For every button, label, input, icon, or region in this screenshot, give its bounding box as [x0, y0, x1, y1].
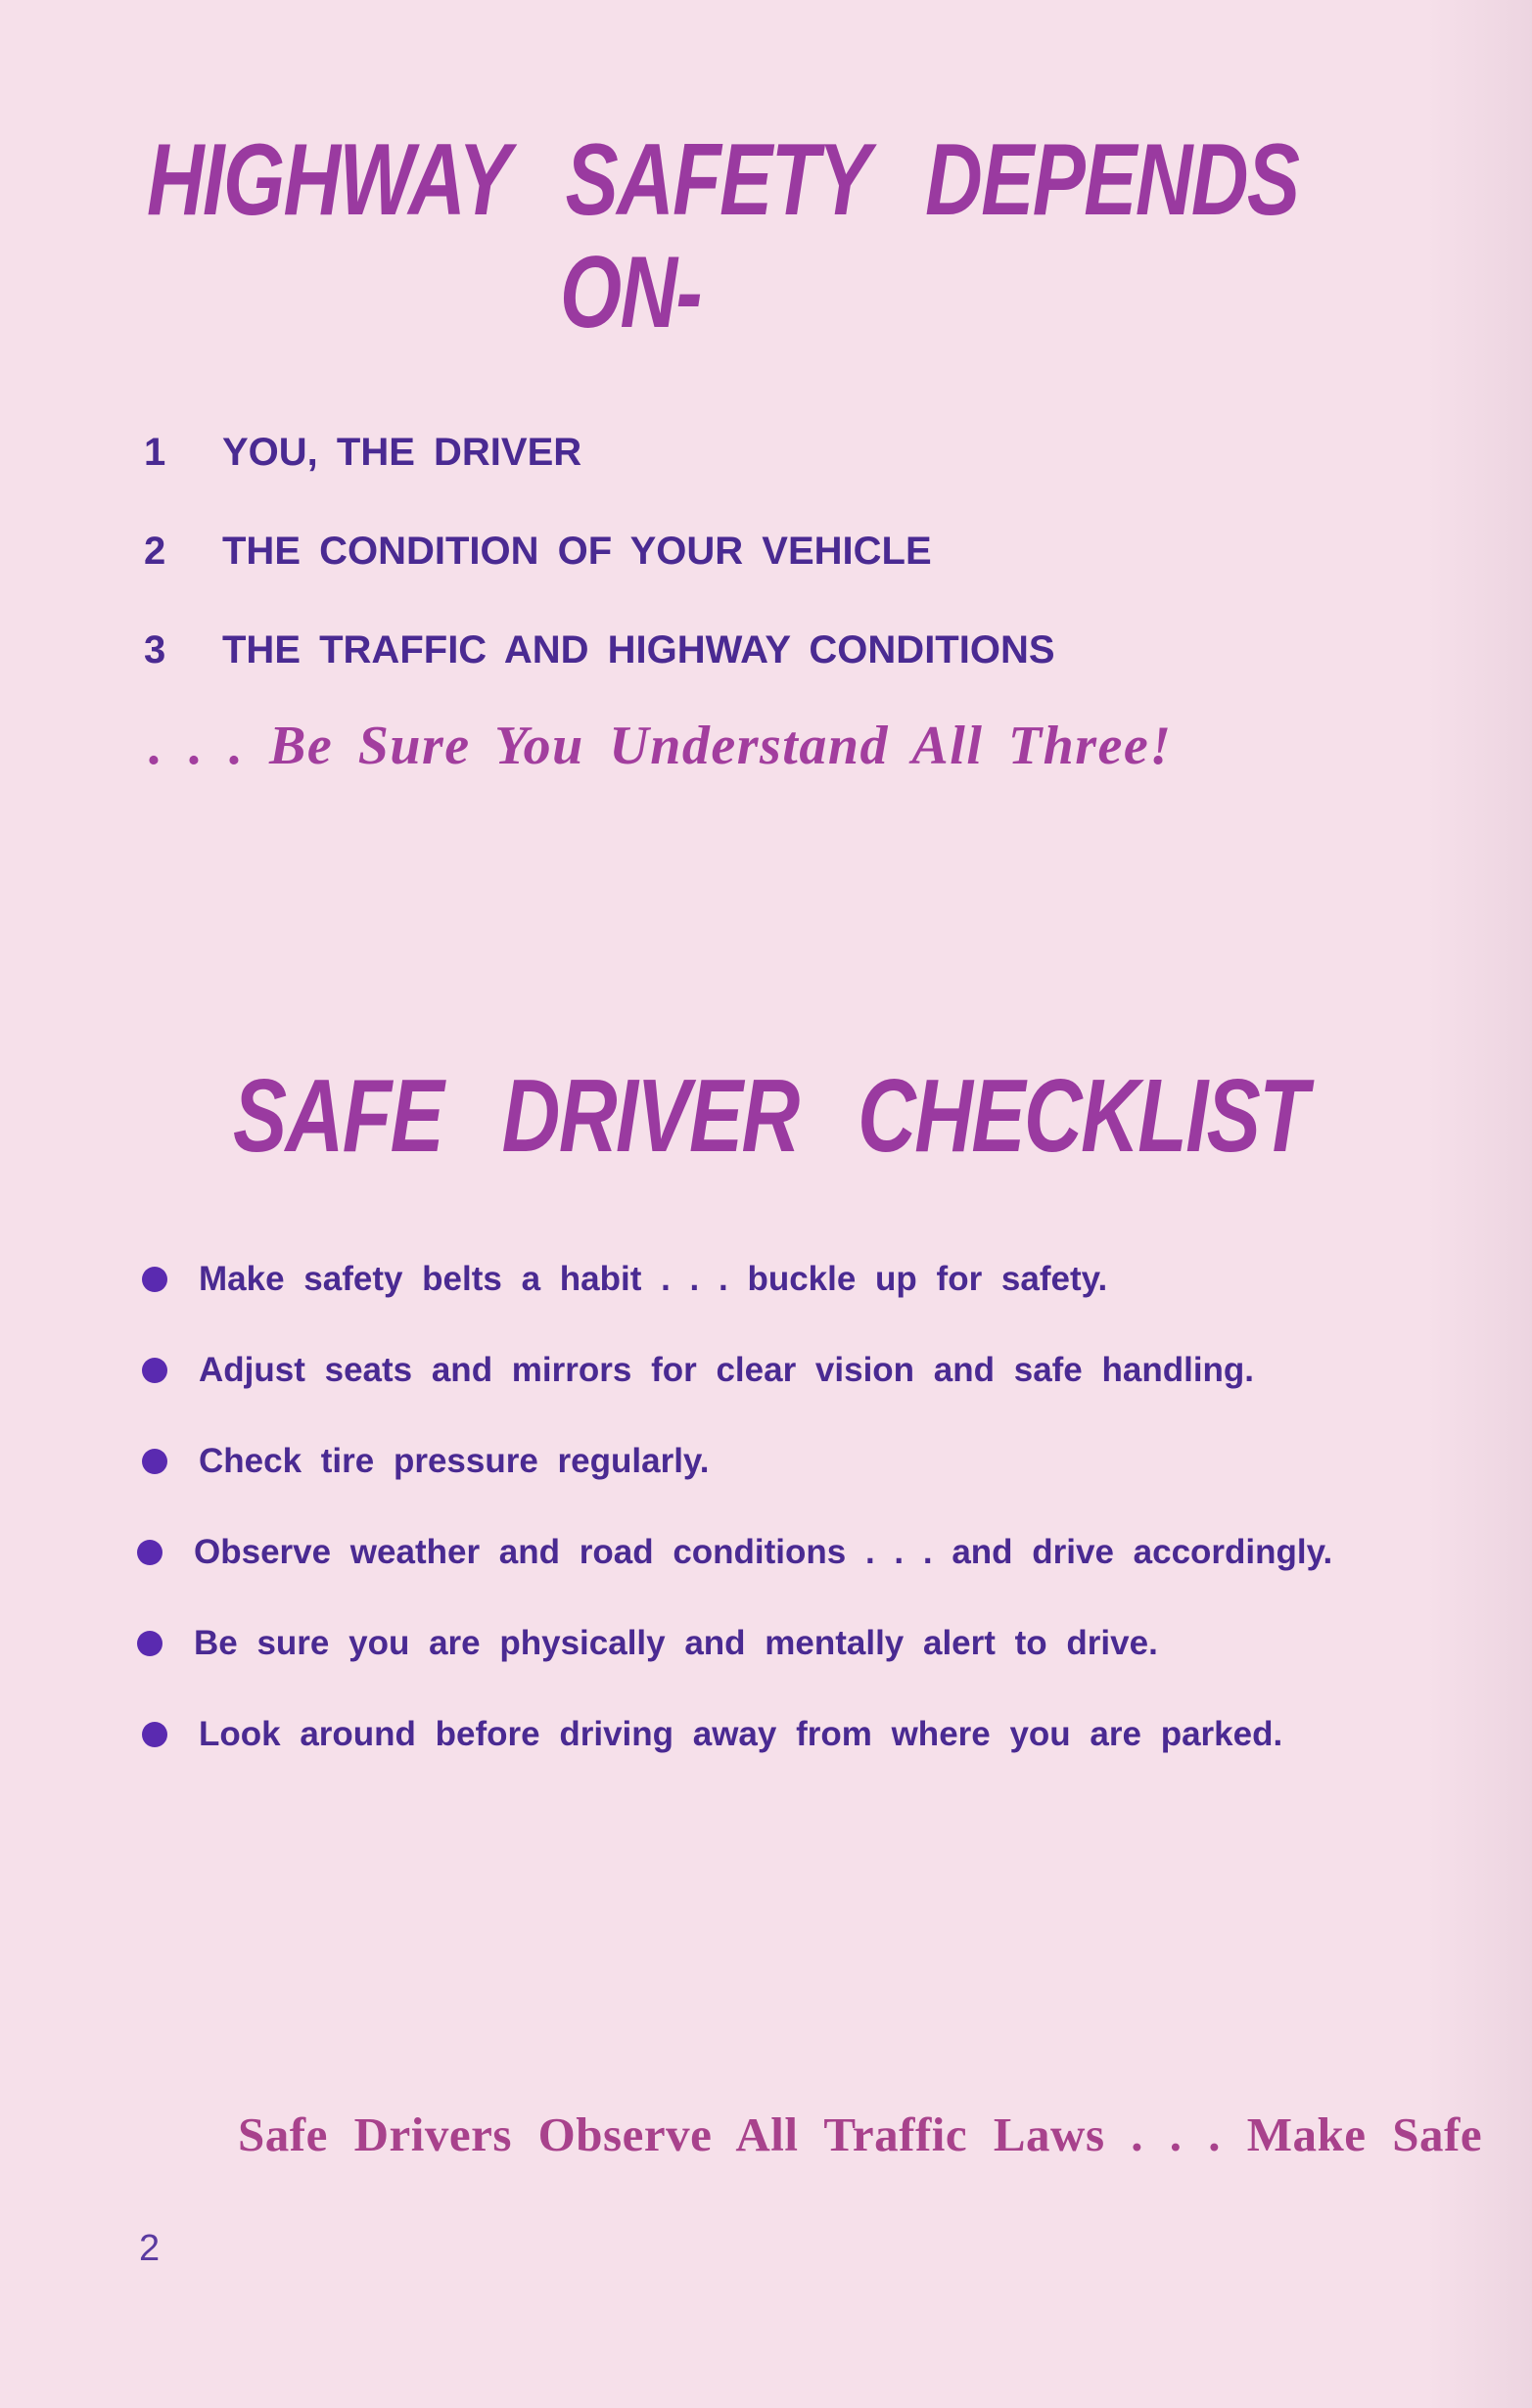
main-heading-line-1: HIGHWAY SAFETY DEPENDS: [147, 123, 1299, 237]
checklist-item: [142, 1260, 1107, 1299]
checklist-item-text: Be sure you are physically and mentally alert to drive.: [194, 1624, 1158, 1662]
footer-slogan: Safe Drivers Observe All Traffic Laws . . . Make Safe: [238, 2107, 1483, 2161]
bullet-dot-icon: [142, 1358, 167, 1383]
checklist-item: [142, 1715, 1282, 1754]
understand-all-three-tagline: . . . Be Sure You Understand All Three!: [149, 716, 1173, 776]
factor-text: THE CONDITION OF YOUR VEHICLE: [222, 530, 932, 573]
factor-number: 2: [144, 530, 166, 573]
page-number: 2: [139, 2228, 161, 2269]
bullet-dot-icon: [142, 1449, 167, 1474]
bullet-dot-icon: [137, 1631, 162, 1656]
checklist-item: [142, 1351, 1254, 1390]
main-heading-line-2: ON-: [560, 236, 702, 349]
bullet-dot-icon: [137, 1540, 162, 1565]
checklist-item-text: Observe weather and road conditions . . . and drive accordingly.: [194, 1533, 1333, 1571]
checklist-item-text: Check tire pressure regularly.: [199, 1442, 710, 1480]
checklist-item: [142, 1442, 710, 1481]
bullet-dot-icon: [142, 1722, 167, 1747]
factor-item: [144, 431, 581, 475]
bullet-dot-icon: [142, 1267, 167, 1292]
factor-number: 1: [144, 431, 166, 474]
factor-text: THE TRAFFIC AND HIGHWAY CONDITIONS: [222, 628, 1055, 671]
factor-number: 3: [144, 628, 166, 671]
checklist-item-text: Adjust seats and mirrors for clear vision and safe handling.: [199, 1351, 1255, 1389]
checklist-item: [137, 1624, 1158, 1663]
factor-text: YOU, THE DRIVER: [222, 431, 582, 474]
checklist-item-text: Make safety belts a habit . . . buckle up for safety.: [199, 1260, 1108, 1298]
checklist-item-text: Look around before driving away from where you are parked.: [199, 1715, 1283, 1753]
factor-item: [144, 530, 932, 574]
checklist-item: [137, 1533, 1332, 1572]
checklist-heading: SAFE DRIVER CHECKLIST: [233, 1058, 1308, 1174]
factor-item: [144, 628, 1055, 672]
